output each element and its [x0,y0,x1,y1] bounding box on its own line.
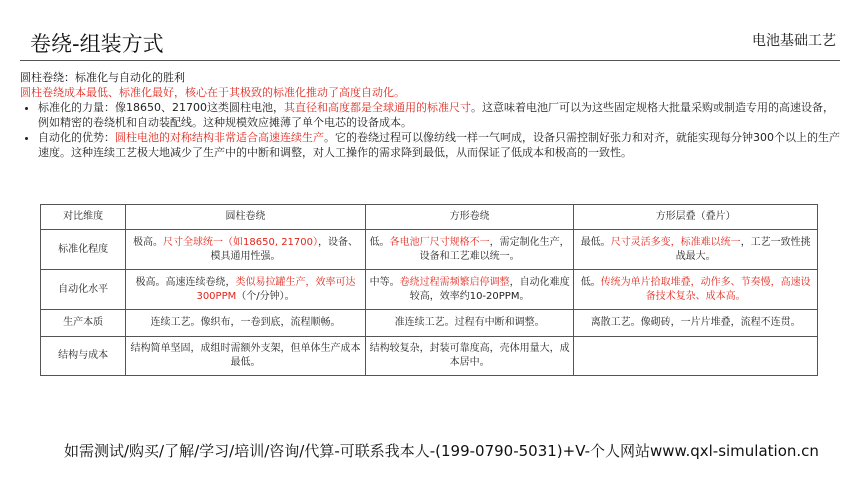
page-title: 卷绕-组装方式 [30,32,164,56]
row-label: 自动化水平 [41,270,126,310]
table-header-row [41,205,818,230]
cell-text: （个/分钟）。 [236,290,295,302]
intro-bullets [20,100,842,160]
cell-text: 离散工艺。像砌砖，一片片堆叠，流程不连贯。 [590,317,801,328]
bullet-text: 。它的卷绕过程可以像纺线一样一气呵成，设备只需控制好张力和对齐，就能实现每分钟300个以上的生产速度。这种连续工艺极大地减少了生产中的中断和调整，对人工操作的需求降到最低，从而保证了低成本和极高的一致性。 [38,131,840,159]
table-row [41,230,818,270]
cell-text: ，设备、模具通用性强。 [210,236,359,262]
cell-text: 最低。 [580,236,611,248]
cell-highlight: 传统为单片拾取堆叠，动作多、节奏慢，高速设备技术复杂、成本高。 [600,276,811,302]
table-cell [365,310,574,337]
bullet-text: 。这意味着电池厂可以为这些固定规格大批量采购或制造专用的高速设备，例如精密的卷绕机和自动装配线。这种规模效应摊薄了单个电芯的设备成本。 [38,101,834,129]
row-label: 生产本质 [41,310,126,337]
cell-text: ，需定制化生产，设备和工艺难以统一。 [419,236,570,262]
cell-text: 结构简单坚固，成组时需额外支架，但单体生产成本最低。 [130,343,361,368]
contact-footer: 如需测试/购买/了解/学习/培训/咨询/代算-可联系我本人-(199-0790-5031)+V-个人网站www.qxl-simulation.cn [64,442,819,460]
table-cell [574,310,818,337]
cell-text: 低。 [369,236,390,248]
bullet-highlight: 其直径和高度都是全球通用的标准尺寸 [283,101,471,114]
cell-text: 准连续工艺。过程有中断和调整。 [394,317,545,328]
cell-highlight: 尺寸灵活多变，标准难以统一 [610,236,741,248]
table-cell [126,270,365,310]
table-cell [126,310,365,337]
table-header-cell: 方形卷绕 [365,205,574,230]
table-row [41,310,818,337]
table-cell [365,270,574,310]
bullet-item [38,130,842,160]
header-subject: 电池基础工艺 [752,33,836,49]
cell-highlight: 卷绕过程需频繁启停调整 [399,276,510,288]
title-divider [20,60,840,61]
intro-lead: 圆柱卷绕成本最低、标准化最好，核心在于其极致的标准化推动了高度自动化。 [20,86,405,99]
cell-text: 中等。 [369,276,400,288]
cell-text: 连续工艺。像织布，一卷到底，流程顺畅。 [150,317,341,328]
table-cell [126,337,365,376]
table-cell [126,230,365,270]
table-row [41,337,818,376]
intro-subheading: 圆柱卷绕：标准化与自动化的胜利 [20,71,185,84]
cell-text: ，自动化难度较高，效率约10-20PPM。 [409,276,570,302]
cell-text: 结构较复杂，封装可靠度高，壳体用量大，成本居中。 [369,343,570,368]
table-header-cell: 对比维度 [41,205,126,230]
cell-text: 极高。高速连续卷绕， [135,276,236,288]
table-cell [365,337,574,376]
bullet-text: 自动化的优势： [38,131,115,144]
table-header-cell: 圆柱卷绕 [126,205,365,230]
table-cell [574,337,818,376]
bullet-item [38,100,842,130]
table-header-cell: 方形层叠（叠片） [574,205,818,230]
table-cell [574,230,818,270]
bullet-highlight: 圆柱电池的对称结构非常适合高速连续生产 [115,131,324,144]
intro-section [20,70,842,160]
row-label: 标准化程度 [41,230,126,270]
comparison-table [40,204,818,376]
cell-highlight: 类似易拉罐生产，效率可达300PPM [196,276,356,302]
cell-highlight: 尺寸全球统一（如18650, 21700） [163,236,319,248]
row-label: 结构与成本 [41,337,126,376]
cell-text: ，工艺一致性挑战最大。 [675,236,811,262]
cell-text: 低。 [580,276,601,288]
table-row [41,270,818,310]
cell-highlight: 各电池厂尺寸规格不一 [389,236,490,248]
table-cell [365,230,574,270]
table-cell [574,270,818,310]
bullet-text: 标准化的力量：像18650、21700这类圆柱电池， [38,101,284,114]
cell-text: 极高。 [133,236,164,248]
